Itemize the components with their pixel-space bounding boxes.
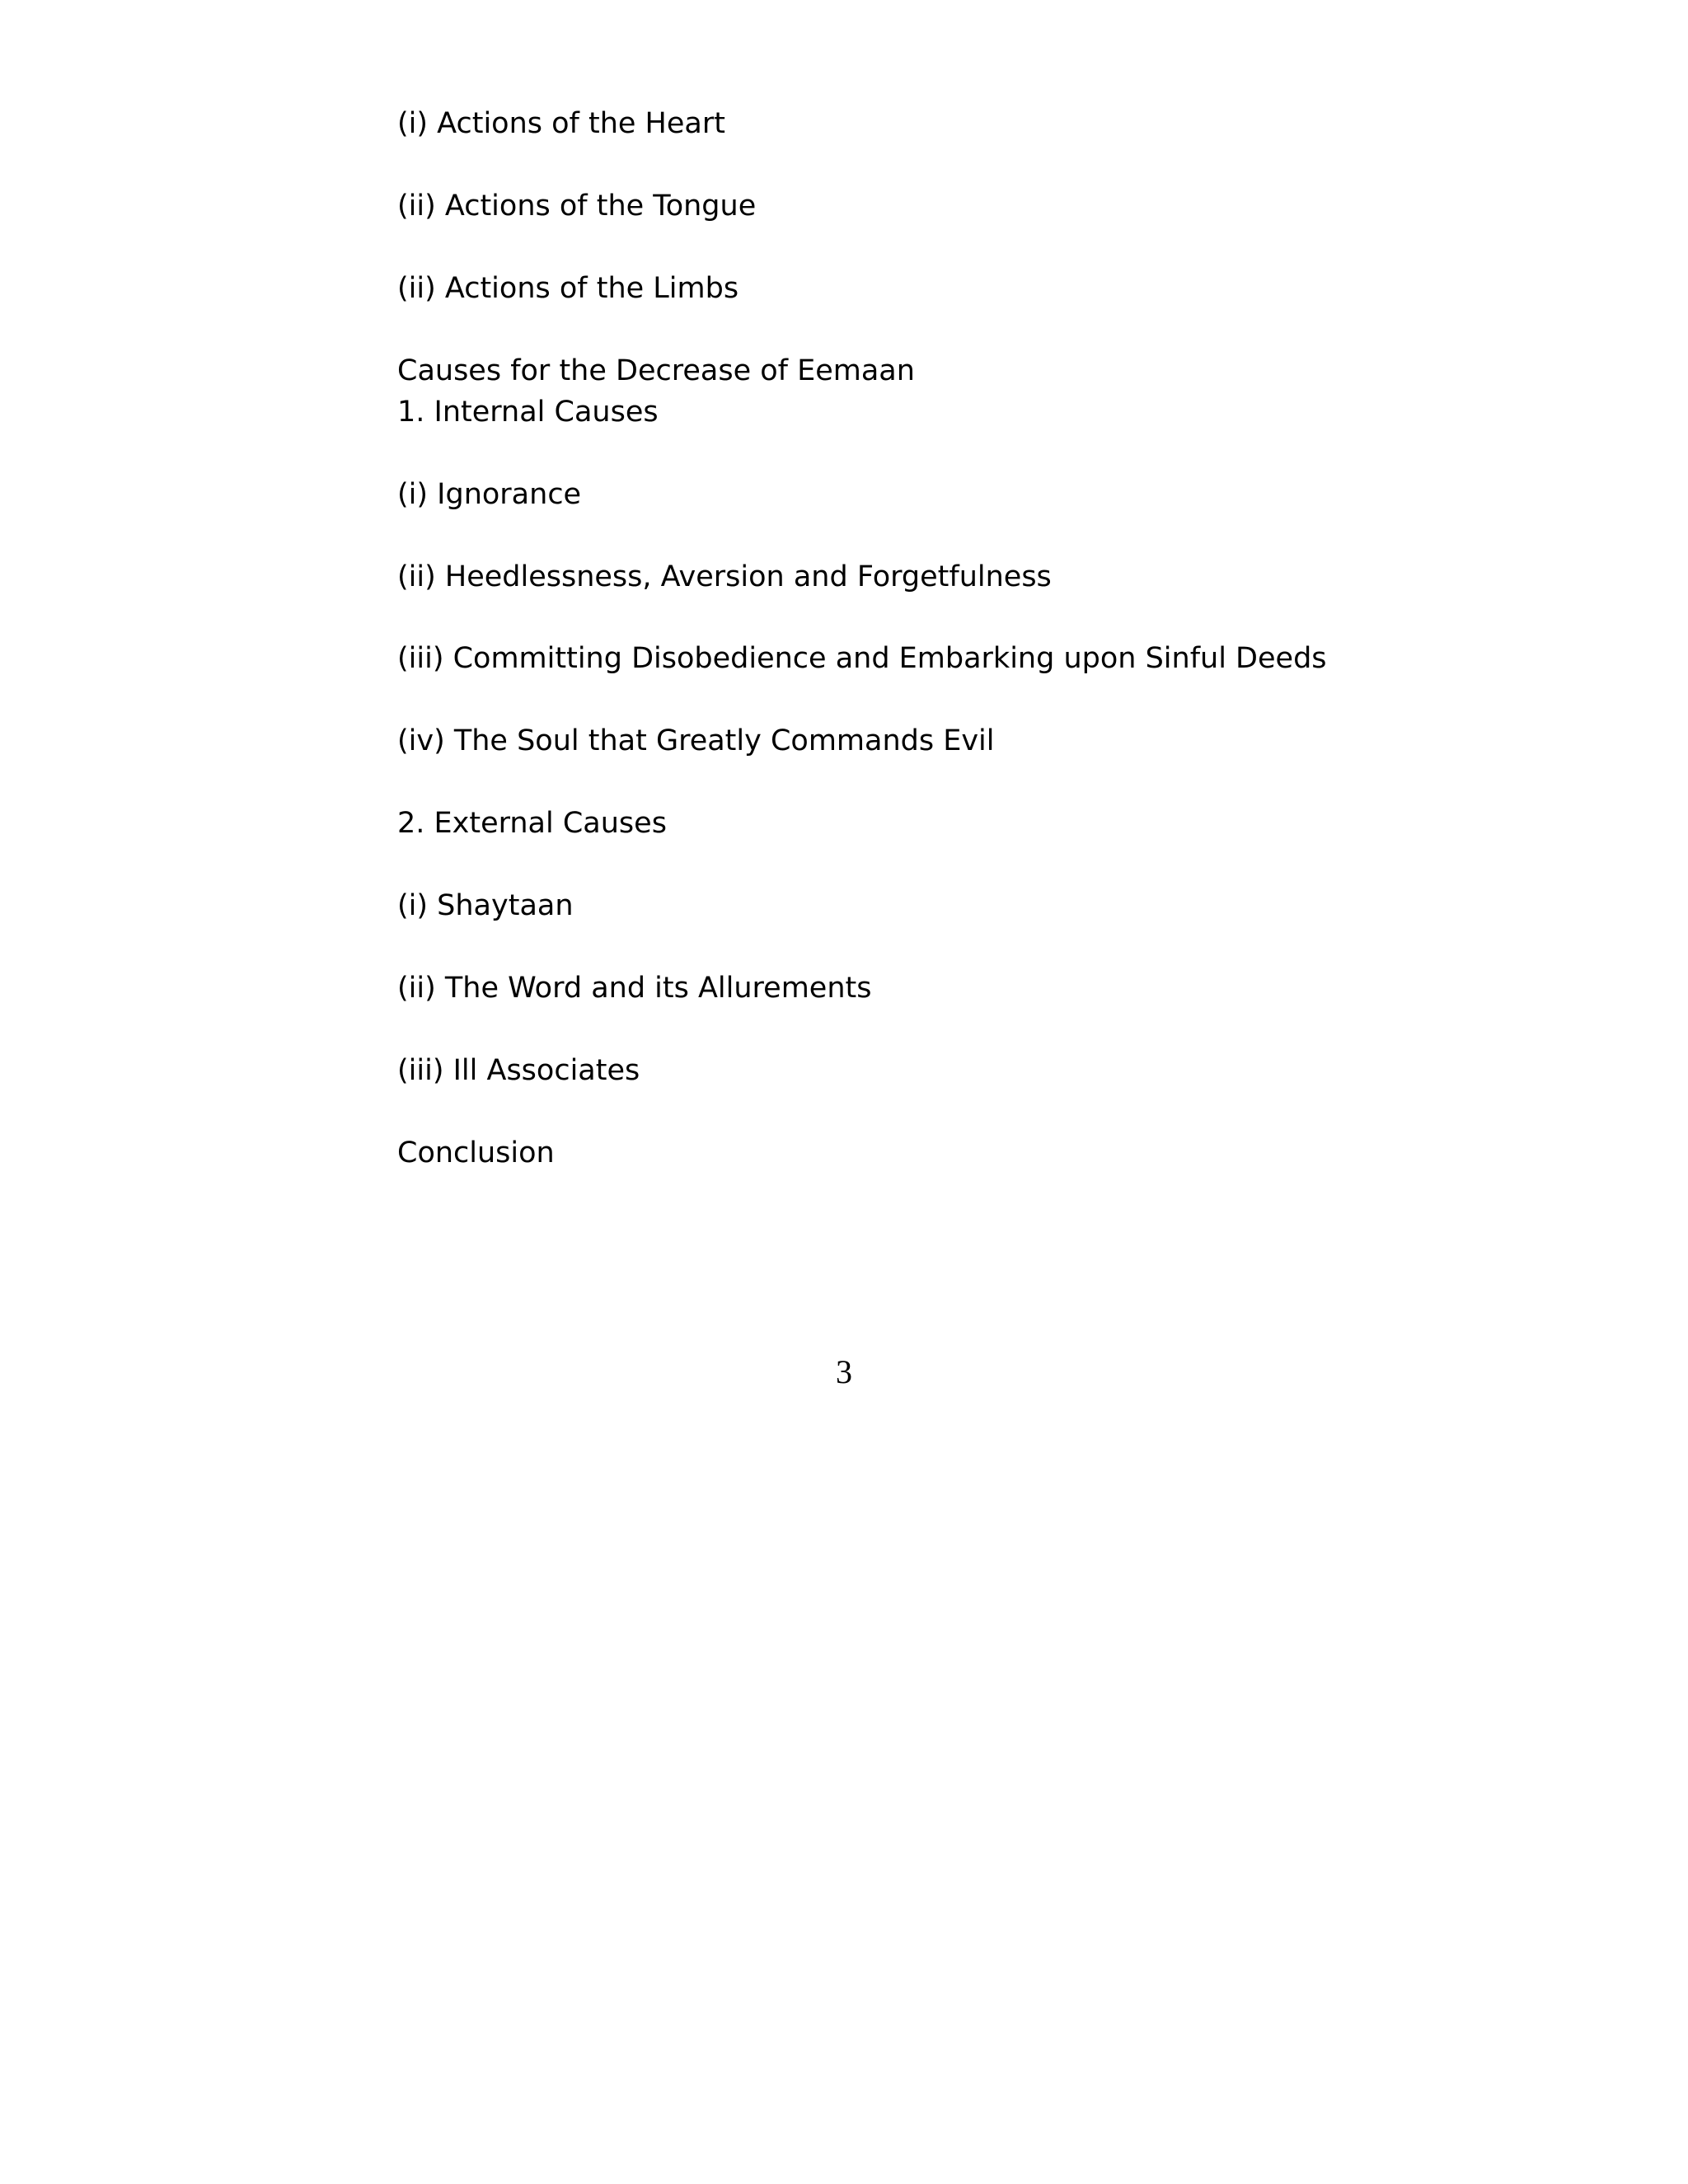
toc-heading-internal-causes: 1. Internal Causes	[397, 396, 659, 429]
toc-item-shaytaan: (i) Shaytaan	[397, 889, 574, 922]
toc-heading-external-causes: 2. External Causes	[397, 807, 667, 840]
toc-item-soul-commands-evil: (iv) The Soul that Greatly Commands Evil	[397, 724, 995, 757]
toc-item-ill-associates: (iii) Ill Associates	[397, 1054, 640, 1087]
toc-item-heedlessness: (ii) Heedlessness, Aversion and Forgetfulness	[397, 560, 1052, 593]
toc-item-ignorance: (i) Ignorance	[397, 478, 582, 511]
toc-item-actions-of-limbs: (ii) Actions of the Limbs	[397, 272, 739, 305]
page-number: 3	[836, 1353, 852, 1390]
toc-item-actions-of-heart: (i) Actions of the Heart	[397, 107, 725, 140]
toc-item-conclusion: Conclusion	[397, 1137, 555, 1169]
toc-heading-causes-decrease: Causes for the Decrease of Eemaan	[397, 354, 915, 387]
toc-item-disobedience: (iii) Committing Disobedience and Embarking upon Sinful Deeds	[397, 642, 1327, 675]
toc-item-world-allurements: (ii) The Word and its Allurements	[397, 972, 872, 1005]
toc-item-actions-of-tongue: (ii) Actions of the Tongue	[397, 190, 757, 223]
